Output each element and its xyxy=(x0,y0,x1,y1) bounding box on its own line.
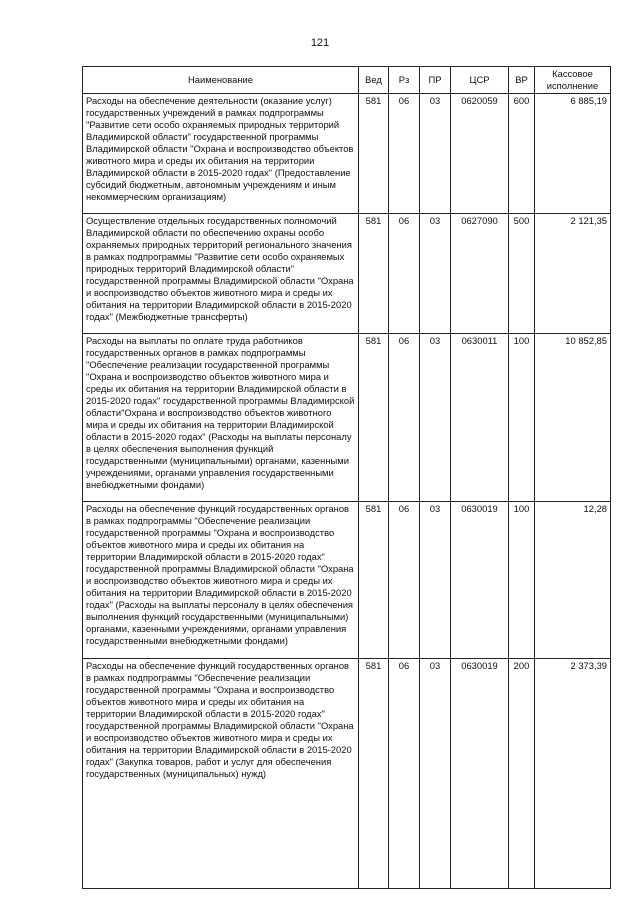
row-name: Расходы на обеспечение функций государственных органов в рамках подпрограммы "Обеспечение реализации государственной программы "Охрана и воспроизводство объектов животного мира и среды их обитания на территории Владимирской области в 2015-2020 годах" государственной программы Владимирской области "Охрана и воспроизводство объектов животного мира и среды их обитания на территории Владимирской области в 2015-2020 годах" (Закупка товаров, работ и услуг для обеспечения государственных (муниципальных) нужд) xyxy=(83,659,359,889)
row-ved: 581 xyxy=(359,214,389,334)
row-csr: 0627090 xyxy=(451,214,509,334)
row-ved: 581 xyxy=(359,502,389,659)
row-vr: 100 xyxy=(509,334,535,502)
row-rz: 06 xyxy=(389,94,420,214)
row-ved: 581 xyxy=(359,94,389,214)
row-csr: 0630019 xyxy=(451,659,509,889)
row-csr: 0630019 xyxy=(451,502,509,659)
row-vr: 200 xyxy=(509,659,535,889)
page-number: 121 xyxy=(310,37,330,49)
col-header-ved: Вед xyxy=(359,67,389,94)
row-rz: 06 xyxy=(389,659,420,889)
col-header-amount: Кассовое исполнение xyxy=(535,67,611,94)
row-rz: 06 xyxy=(389,214,420,334)
table-row xyxy=(83,214,611,334)
row-amount: 6 885,19 xyxy=(535,94,611,214)
row-csr: 0630011 xyxy=(451,334,509,502)
row-pr: 03 xyxy=(420,502,451,659)
row-csr: 0620059 xyxy=(451,94,509,214)
row-ved: 581 xyxy=(359,659,389,889)
row-vr: 500 xyxy=(509,214,535,334)
col-header-pr: ПР xyxy=(420,67,451,94)
budget-table xyxy=(82,66,611,889)
row-pr: 03 xyxy=(420,334,451,502)
row-rz: 06 xyxy=(389,502,420,659)
col-header-vr: ВР xyxy=(509,67,535,94)
row-name: Расходы на обеспечение деятельности (оказание услуг) государственных учреждений в рамках подпрограммы "Развитие сети особо охраняемых природных территорий Владимирской области" государственной программы Владимирской области "Охрана и воспроизводство объектов животного мира и среды их обитания на территории Владимирской области в 2015-2020 годах" (Предоставление субсидий бюджетным, автономным учреждениям и иным некоммерческим организациям) xyxy=(83,94,359,214)
col-header-rz: Рз xyxy=(389,67,420,94)
table-header-row xyxy=(83,67,611,94)
row-name: Осуществление отдельных государственных полномочий Владимирской области по обеспечению охраны особо охраняемых природных территорий регионального значения в рамках подпрограммы "Развитие сети особо охраняемых природных территорий Владимирской области" государственной программы Владимирской области "Охрана и воспроизводство объектов животного мира и среды их обитания на территории Владимирской области в 2015-2020 годах" (Межбюджетные трансферты) xyxy=(83,214,359,334)
row-amount: 2 373,39 xyxy=(535,659,611,889)
row-rz: 06 xyxy=(389,334,420,502)
table-row xyxy=(83,334,611,502)
row-pr: 03 xyxy=(420,94,451,214)
table-row xyxy=(83,94,611,214)
row-vr: 600 xyxy=(509,94,535,214)
row-name: Расходы на обеспечение функций государственных органов в рамках подпрограммы "Обеспечение реализации государственной программы "Охрана и воспроизводство объектов животного мира и среды их обитания на территории Владимирской области в 2015-2020 годах" государственной программы Владимирской области "Охрана и воспроизводство объектов животного мира и среды их обитания на территории Владимирской области в 2015-2020 годах" (Расходы на выплаты персоналу в целях обеспечения выполнения функций государственными (муниципальными) органами, казенными учреждениями, органами управления государственными внебюджетными фондами) xyxy=(83,502,359,659)
table-row xyxy=(83,502,611,659)
row-pr: 03 xyxy=(420,214,451,334)
table-row xyxy=(83,659,611,889)
row-amount: 2 121,35 xyxy=(535,214,611,334)
row-vr: 100 xyxy=(509,502,535,659)
col-header-name: Наименование xyxy=(83,67,359,94)
row-name: Расходы на выплаты по оплате труда работников государственных органов в рамках подпрограммы "Обеспечение реализации государственной программы "Охрана и воспроизводство объектов животного мира и среды их обитания на территории Владимирской области в 2015-2020 годах" государственной программы Владимирской области"Охрана и воспроизводство объектов животного мира и среды их обитания на территории Владимирской области в 2015-2020 годах" (Расходы на выплаты персоналу в целях обеспечения выполнения функций государственными (муниципальными) органами, казенными учреждениями, органами управления государственными внебюджетными фондами) xyxy=(83,334,359,502)
row-amount: 10 852,85 xyxy=(535,334,611,502)
col-header-csr: ЦСР xyxy=(451,67,509,94)
row-pr: 03 xyxy=(420,659,451,889)
row-amount: 12,28 xyxy=(535,502,611,659)
row-ved: 581 xyxy=(359,334,389,502)
